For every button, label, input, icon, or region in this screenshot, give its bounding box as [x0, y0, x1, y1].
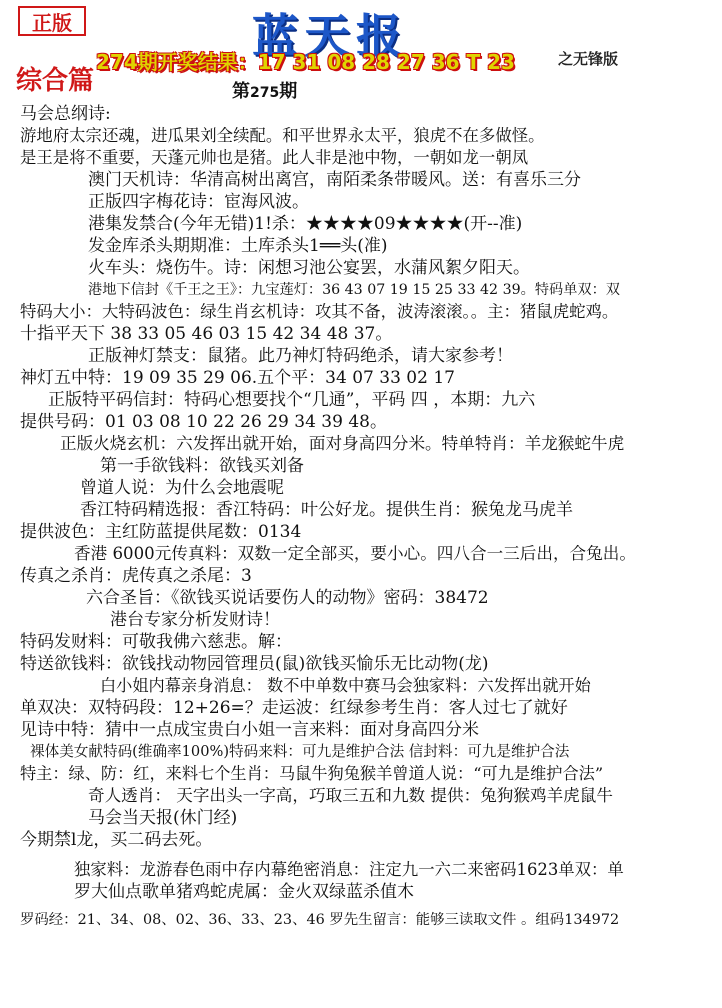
text-line: 第一手欲钱料：欲钱买刘备	[100, 456, 304, 476]
text-line: 罗大仙点歌单猪鸡蛇虎属：金火双绿蓝杀值木	[74, 882, 414, 902]
text-line: 发金库杀头期期准：土库杀头1══头(准)	[88, 236, 388, 256]
text-line: 白小姐内幕亲身消息： 数不中单数中赛马会独家料：六发挥出就开始	[100, 676, 591, 695]
issue-suffix: 期	[279, 81, 298, 102]
text-line: 正版四字梅花诗：宦海风波。	[88, 192, 309, 212]
text-line: 特码发财料：可敬我佛六慈悲。解：	[20, 632, 292, 652]
text-line: 裸体美女献特码(维确率100%)特码来料：可九是维护合法 信封料：可九是维护合法	[30, 743, 570, 760]
text-line: 奇人透肖： 天字出头一字高，巧取三五和九数 提供：兔狗猴鸡羊虎鼠牛	[88, 786, 613, 805]
text-line: 传真之杀肖：虎传真之杀尾：3	[20, 566, 252, 586]
text-line: 六合圣旨：《欲钱买说话要伤人的动物》密码：38472	[86, 588, 489, 608]
section-label: 综合篇	[16, 66, 95, 96]
issue-number	[232, 77, 297, 103]
text-line: 罗码经：21、34、08、02、36、33、23、46 罗先生留言：能够三读取文件 。组码134972	[20, 912, 620, 928]
text-line: 澳门天机诗：华清高树出离宫，南陌柔条带暖风。送：有喜乐三分	[88, 170, 581, 190]
text-line: 十指平天下 38 33 05 46 03 15 42 34 48 37。	[20, 324, 393, 344]
text-line: 火车头：烧伤牛。诗：闲想习池公宴罢，水蒲风絮夕阳天。	[88, 258, 530, 278]
text-line: 香港 6000元传真料：双数一定全部买，要小心。四八合一三后出，合兔出。	[74, 544, 636, 563]
newspaper-title: 蓝天报	[252, 9, 408, 63]
edition-label: 之无锋版	[558, 50, 619, 68]
text-line: 游地府太宗还魂，进瓜果刘全续配。和平世界永太平，狼虎不在多做怪。	[20, 126, 545, 145]
text-line: 香江特码精选报：香江特码：叶公好龙。提供生肖：猴兔龙马虎羊	[80, 500, 573, 520]
text-line: 提供号码：01 03 08 10 22 26 29 34 39 48。	[20, 412, 387, 432]
text-line: 见诗中特：猜中一点成宝贵白小姐一言来料：面对身高四分米	[20, 720, 479, 740]
text-line: 今期禁l龙，买二码去死。	[20, 830, 213, 850]
text-line: 独家料：龙游春色雨中存内幕绝密消息：注定九一六二来密码1623单双：单	[74, 860, 624, 879]
text-line: 正版神灯禁支：鼠猪。此乃神灯特码绝杀，请大家参考！	[88, 346, 513, 366]
text-line: 曾道人说：为什么会地震呢	[80, 478, 284, 498]
text-line: 提供波色：主红防蓝提供尾数：0134	[20, 522, 302, 542]
text-line: 特送欲钱料：欲钱找动物园管理员(鼠)欲钱买愉乐无比动物(龙)	[20, 654, 489, 674]
text-line: 是王是将不重要，天蓬元帅也是猪。此人非是池中物，一朝如龙一朝凤	[20, 148, 529, 167]
text-line: 马会总纲诗:	[20, 104, 111, 124]
text-line: 马会当天报(休门经)	[88, 808, 238, 828]
issue-prefix: 第	[232, 81, 250, 102]
text-line: 港集发禁合(今年无错)1!杀：★★★★09★★★★(开--准)	[88, 214, 523, 234]
text-line: 神灯五中特：19 09 35 29 06.五个平：34 07 33 02 17	[20, 368, 455, 388]
text-line: 正版特平码信封：特码心想要找个“几通”，平码 四 ，本期：九六	[48, 390, 536, 410]
text-line: 港地下信封《千王之王》：九宝莲灯：36 43 07 19 15 25 33 42 39。特码单双：双	[88, 282, 620, 298]
issue-num: 275	[250, 85, 280, 101]
draw-result-banner: 274期开奖结果：17 31 08 28 27 36 T 23	[96, 50, 515, 74]
text-line: 港台专家分析发财诗！	[110, 610, 280, 630]
edition-badge: 正版	[18, 6, 86, 36]
text-line: 单双决：双特码段：12+26=？走运波：红绿参考生肖：客人过七了就好	[20, 698, 568, 718]
text-line: 特码大小：大特码波色：绿生肖玄机诗：攻其不备，波涛滚滚。。主：猪鼠虎蛇鸡。	[20, 302, 619, 321]
text-line: 特主：绿、防：红，来料七个生肖：马鼠牛狗兔猴羊曾道人说：“可九是维护合法”	[20, 764, 604, 783]
text-line: 正版火烧玄机：六发挥出就开始，面对身高四分米。特单特肖：羊龙猴蛇牛虎	[60, 434, 625, 453]
